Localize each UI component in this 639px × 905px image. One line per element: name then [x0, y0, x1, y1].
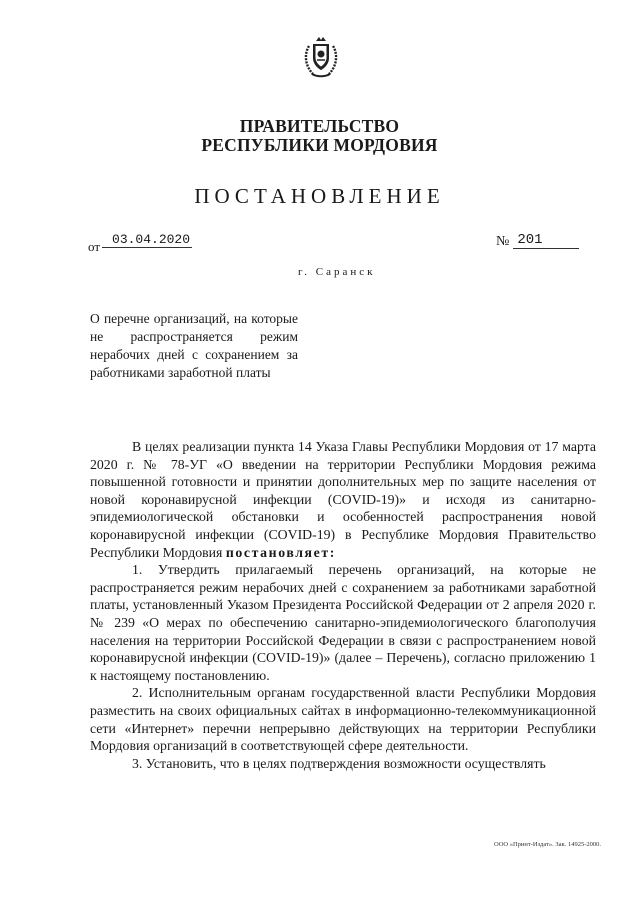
body-paragraph-4: 3. Установить, что в целях подтверждения возможности осуществлять: [132, 755, 546, 771]
city-label: г. Саранск: [298, 266, 376, 278]
number-block: [496, 234, 579, 251]
document-type-title: ПОСТАНОВЛЕНИЕ: [194, 184, 445, 208]
printer-footer: ООО «Принт-Издат». Зак. 14925-2000.: [494, 841, 601, 848]
republic-mordovia-coat-of-arms-icon: [303, 36, 339, 80]
document-body: [90, 438, 596, 772]
document-date: 03.04.2020: [102, 232, 192, 248]
paragraph-1-text: В целях реализации пункта 14 Указа Главы Республики Мордовия от 17 марта 2020 г. № 78-УГ «О введении на территории Республики Мордовия режима повышенной готовности и принятии дополнительных мер по защите населения от новой коронавирусной инфекции (COVID-19)» и исходя из санитарно-эпидемиологической обстановки и особенностей распространения новой коронавирусной инфекции (COVID-19) в Республике Мордовия Правительство Республики Мордовия: [90, 439, 596, 560]
government-name-line-1: ПРАВИТЕЛЬСТВО: [239, 116, 400, 136]
document-number: 201: [513, 232, 579, 249]
number-prefix: №: [496, 234, 510, 249]
date-prefix: от: [88, 239, 101, 254]
document-subject: О перечне организаций, на которые не распространяется режим нерабочих дней с сохранением за работниками заработной платы: [90, 311, 298, 380]
body-paragraph-2: 1. Утвердить прилагаемый перечень организаций, на которые не распространяется режим нерабочих дней с сохранением за работниками заработной платы, установленный Указом Президента Российской Федерации от 2 апреля 2020 г. № 239 «О мерах по обеспечению санитарно-эпидемиологического благополучия населения на территории Российской Федерации в связи с распространением новой коронавирусной инфекции (COVID-19)» (далее – Перечень), согласно приложению 1 к настоящему постановлению.: [90, 562, 596, 683]
body-paragraph-1: [90, 438, 596, 561]
date-block: [88, 232, 192, 254]
resolution-verb: постановляет:: [225, 544, 336, 560]
government-name-line-2: РЕСПУБЛИКИ МОРДОВИЯ: [201, 135, 438, 155]
body-paragraph-3: 2. Исполнительным органам государственной власти Республики Мордовия разместить на своих официальных сайтах в информационно-телекоммуникационной сети «Интернет» перечни непрерывно действующих на территории Республики Мордовия организаций в соответствующей сфере деятельности.: [90, 685, 596, 754]
